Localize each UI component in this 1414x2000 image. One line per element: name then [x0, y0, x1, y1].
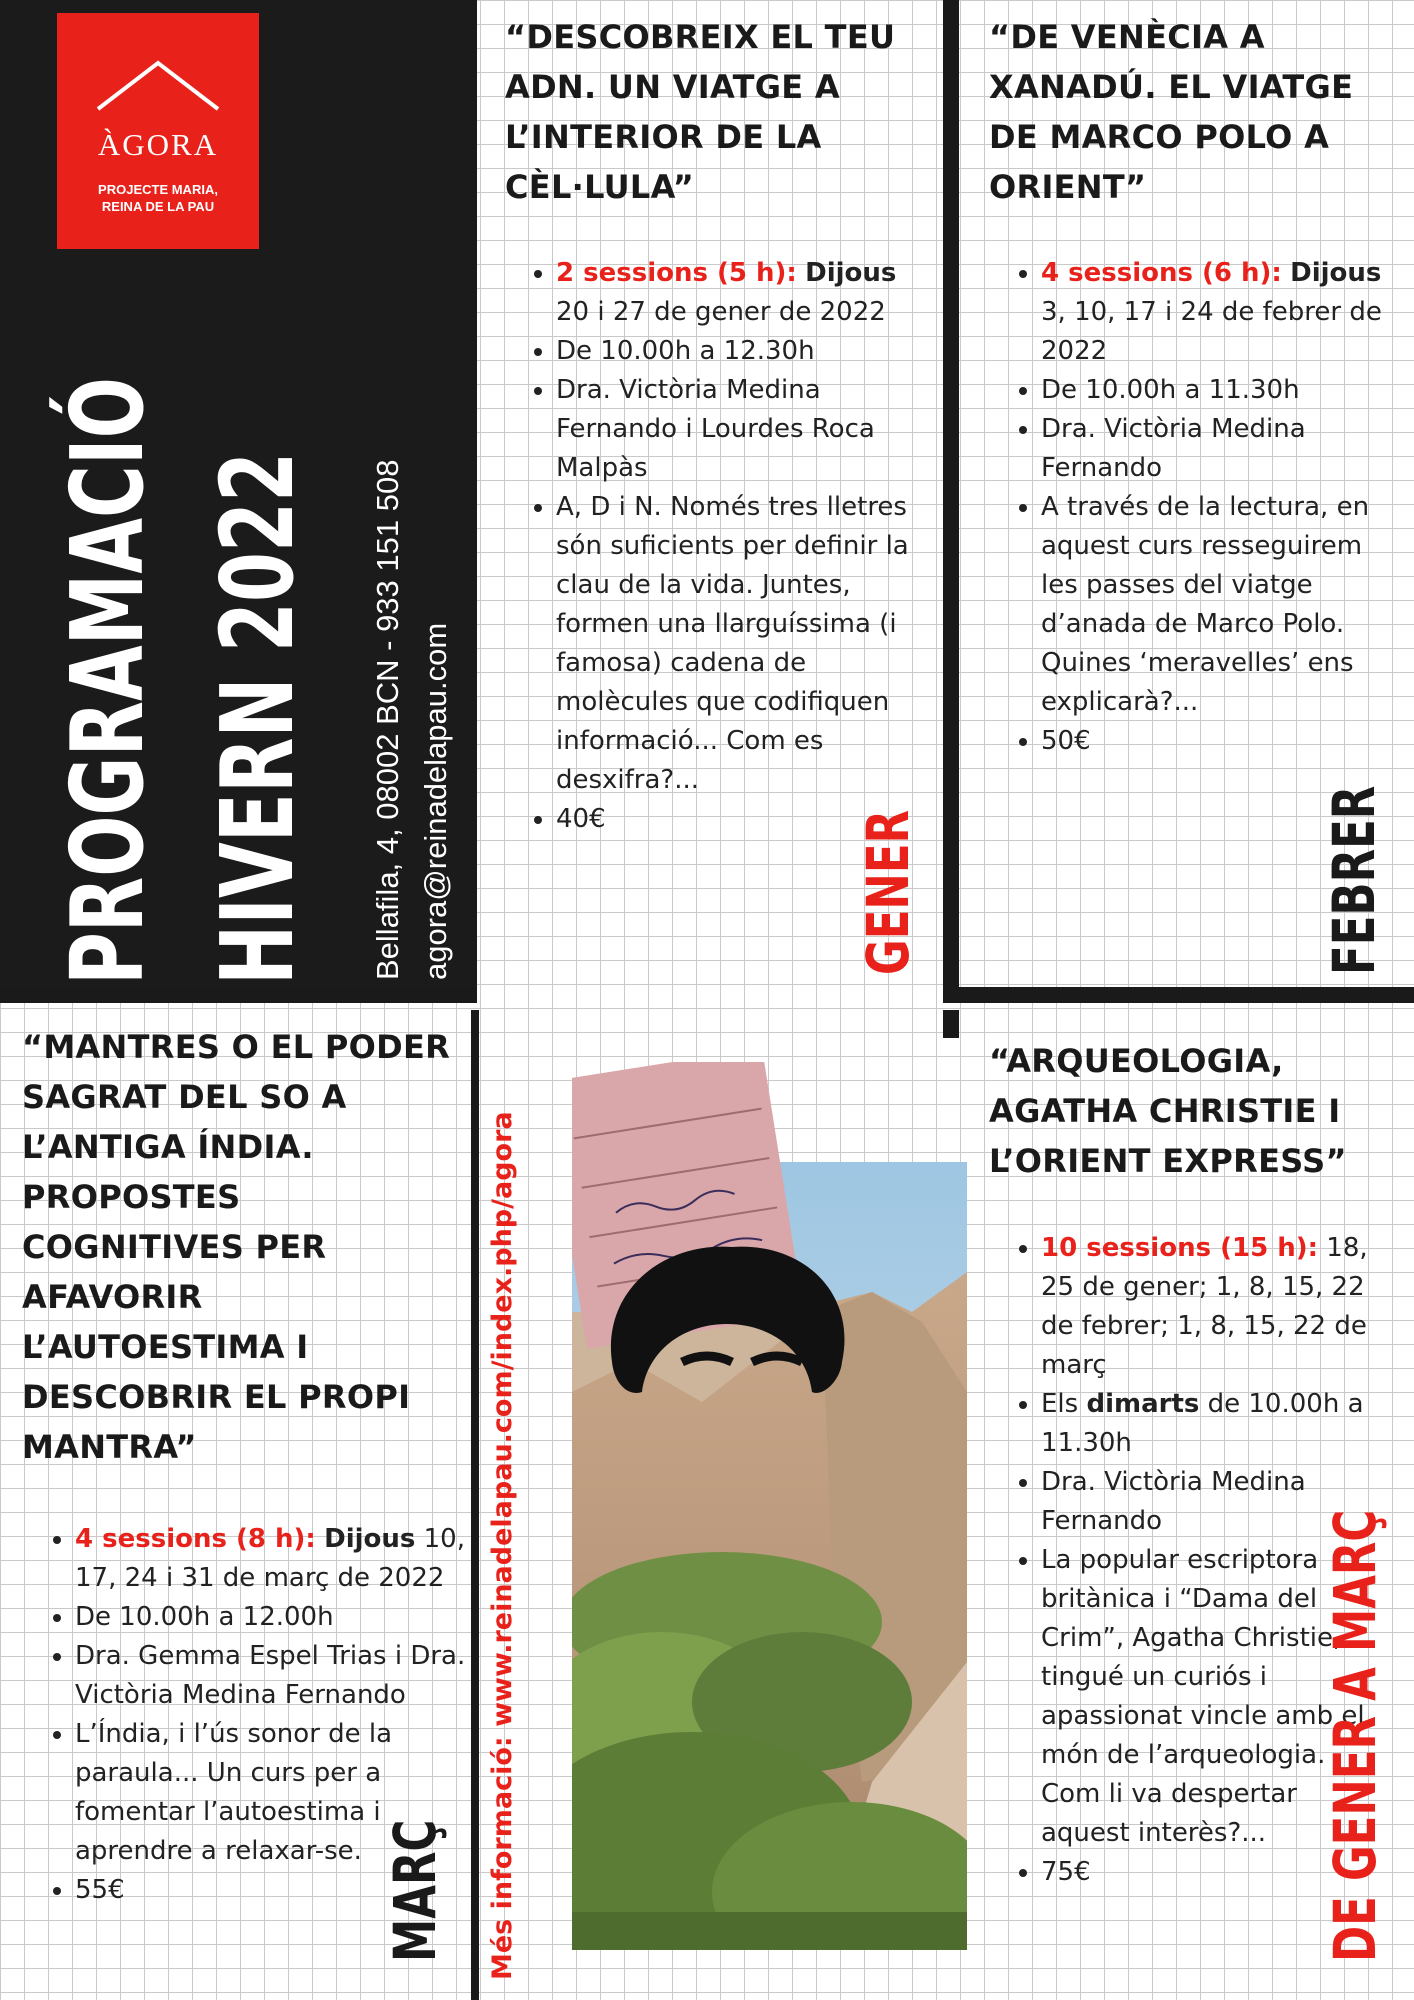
time-item: • De 10.00h a 12.00h	[75, 1598, 475, 1637]
program-title-line2: HIVERN 2022	[199, 451, 316, 985]
description-item: • La popular escriptora britànica i “Dama del Crim”, Agatha Christie, tingué un curiós i apassionat vincle amb el món de l’arqueologia. Com li va despertar aquest interès?...	[1041, 1541, 1371, 1853]
price-item: • 50€	[1041, 722, 1401, 761]
sessions-item: • 2 sessions (5 h): Dijous 20 i 27 de gener de 2022	[556, 254, 926, 332]
sessions-item: • 4 sessions (8 h): Dijous 10, 17, 24 i 31 de març de 2022	[75, 1520, 475, 1598]
teachers-item: • Dra. Victòria Medina Fernando	[1041, 1463, 1371, 1541]
course-title: “DESCOBREIX EL TEU ADN. UN VIATGE A L’INTERIOR DE LA CÈL·LULA”	[505, 18, 896, 206]
description-item: • A, D i N. Només tres lletres són suficients per definir la clau de la vida. Juntes, formen una llarguíssima (i famosa) cadena de molècules que codifiquen informació... Com es desxifra?...	[556, 488, 926, 800]
teachers-item: • Dra. Victòria Medina Fernando i Lourdes Roca Malpàs	[556, 371, 926, 488]
time-item: • Els dimarts de 10.00h a 11.30h	[1041, 1385, 1371, 1463]
description-item: • A través de la lectura, en aquest curs resseguirem les passes del viatge d’anada de Marco Polo. Quines ‘meravelles’ ens explicarà?...	[1041, 488, 1401, 722]
price-item: • 55€	[75, 1871, 475, 1910]
teachers-item: • Dra. Gemma Espel Trias i Dra. Victòria Medina Fernando	[75, 1637, 475, 1715]
divider-v2	[943, 1010, 959, 1038]
price-item: • 75€	[1041, 1853, 1371, 1892]
collage-image	[572, 1062, 967, 1950]
month-label: DE GENER A MARÇ	[1321, 1509, 1389, 1962]
logo-subtitle: PROJECTE MARIA, REINA DE LA PAU	[98, 182, 218, 214]
course-details	[528, 254, 926, 839]
description-item: • L’Índia, i l’ús sonor de la paraula... Un curs per a fomentar l’autoestima i aprendre a relaxar-se.	[75, 1715, 475, 1871]
course-details	[1013, 1229, 1371, 1892]
program-title-line1: PROGRAMACIÓ	[49, 377, 166, 986]
divider-h-left	[0, 987, 477, 1003]
agora-logo	[57, 13, 259, 249]
sessions-item: • 4 sessions (6 h): Dijous 3, 10, 17 i 24 de febrer de 2022	[1041, 254, 1401, 371]
house-roof-icon	[95, 57, 221, 115]
course-title: “ARQUEOLOGIA, AGATHA CHRISTIE I L’ORIENT EXPRESS”	[989, 1042, 1347, 1180]
logo-name: ÀGORA	[97, 127, 219, 162]
sessions-item: • 10 sessions (15 h): 18, 25 de gener; 1, 8, 15, 22 de febrer; 1, 8, 15, 22 de març	[1041, 1229, 1371, 1385]
more-info-link[interactable]: Més informació: www.reinadelapau.com/index.php/agora	[487, 1111, 518, 1980]
price-item: • 40€	[556, 800, 926, 839]
month-label: MARÇ	[381, 1819, 449, 1962]
address-phone: Bellafila, 4, 08002 BCN - 933 151 508	[370, 459, 405, 980]
teachers-item: • Dra. Victòria Medina Fernando	[1041, 410, 1401, 488]
header-panel	[0, 0, 477, 990]
course-details	[1013, 254, 1401, 761]
course-title: “DE VENÈCIA A XANADÚ. EL VIATGE DE MARCO POLO A ORIENT”	[989, 18, 1354, 206]
email-link[interactable]: agora@reinadelapau.com	[418, 622, 453, 980]
time-item: • De 10.00h a 11.30h	[1041, 371, 1401, 410]
month-label: GENER	[854, 809, 922, 975]
course-title: “MANTRES O EL PODER SAGRAT DEL SO A L’ANTIGA ÍNDIA. PROPOSTES COGNITIVES PER AFAVORIR L’AUTOESTIMA I DESCOBRIR EL PROPI MANTRA”	[22, 1028, 451, 1466]
time-item: • De 10.00h a 12.30h	[556, 332, 926, 371]
month-label: FEBRER	[1320, 785, 1388, 975]
divider-h-right	[943, 987, 1414, 1003]
divider-v1	[943, 0, 959, 990]
